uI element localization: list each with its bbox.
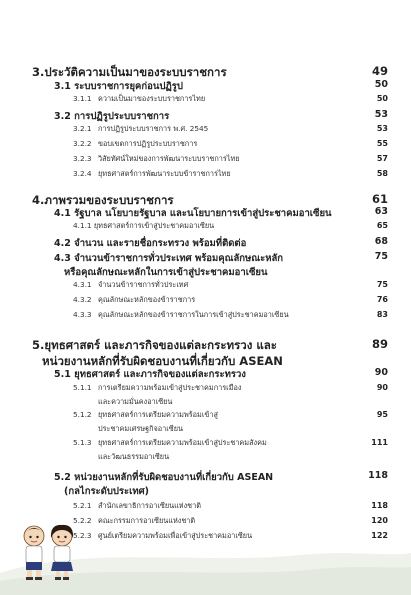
toc-entry-title: คุณลักษณะหลักของข้าราชการ bbox=[98, 295, 196, 304]
toc-entry-number: 4.3.2 bbox=[73, 295, 92, 304]
toc-entry-number: 3.2.4 bbox=[73, 169, 92, 178]
toc-entry-number: 3.2.1 bbox=[73, 124, 92, 133]
toc-entry-number: 4.3.1 bbox=[73, 280, 92, 289]
toc-page-number: 50 bbox=[374, 79, 388, 90]
toc-page-number: 63 bbox=[374, 206, 388, 217]
toc-entry-number: 3.2.3 bbox=[73, 154, 92, 163]
toc-entry-number: 5.1.3 bbox=[73, 438, 92, 447]
toc-page-number: 83 bbox=[376, 310, 388, 319]
toc-entry-title: 4.3 จำนวนข้าราชการทั่วประเทศ พร้อมคุณลักษณะหลัก bbox=[54, 253, 284, 264]
toc-page-number: 58 bbox=[376, 169, 388, 178]
toc-page-number: 76 bbox=[376, 295, 388, 304]
toc-page-number: 68 bbox=[374, 236, 388, 247]
toc-page-number: 53 bbox=[376, 124, 388, 133]
toc-entry-continuation: และความมั่นคงอาเซียน bbox=[98, 397, 173, 406]
toc-page-number: 61 bbox=[371, 192, 388, 206]
mascot-children-illustration bbox=[14, 522, 84, 582]
toc-entry-title: 5.1 ยุทธศาสตร์ และภารกิจของแต่ละกระทรวง bbox=[54, 369, 246, 380]
toc-entry-title: 4.ภาพรวมของระบบราชการ bbox=[32, 193, 174, 207]
toc-entry-title: ยุทธศาสตร์การเตรียมความพร้อมเข้าสู่ bbox=[98, 410, 218, 419]
toc-entry-title: ความเป็นมาของระบบราชการไทย bbox=[98, 94, 206, 103]
toc-entry-title: ยุทธศาสตร์การเตรียมความพร้อมเข้าสู่ประชาคมสังคม bbox=[98, 438, 267, 447]
toc-entry-continuation: และวัฒนธรรมอาเซียน bbox=[98, 452, 170, 461]
toc-entry-number: 3.1.1 bbox=[73, 94, 92, 103]
toc-entry-continuation: ประชาคมเศรษฐกิจอาเซียน bbox=[98, 424, 183, 433]
toc-page-number: 75 bbox=[376, 280, 388, 289]
toc-page-number: 118 bbox=[371, 501, 388, 510]
toc-page-number: 90 bbox=[376, 383, 388, 392]
toc-page-number: 95 bbox=[376, 410, 388, 419]
toc-entry-title: ยุทธศาสตร์การพัฒนาระบบข้าราชการไทย bbox=[98, 169, 231, 178]
toc-entry-title: 4.2 จำนวน และรายชื่อกระทรวง พร้อมที่ติดต่อ bbox=[54, 238, 247, 249]
toc-page-number: 90 bbox=[374, 367, 388, 378]
toc-entry-number: 5.1.2 bbox=[73, 410, 92, 419]
toc-entry-number: 5.2.1 bbox=[73, 501, 92, 510]
toc-entry-title: จำนวนข้าราชการทั่วประเทศ bbox=[98, 280, 189, 289]
toc-entry-number: 5.2.3 bbox=[73, 531, 92, 540]
toc-page-number: 57 bbox=[376, 154, 388, 163]
toc-entry-title: ศูนย์เตรียมความพร้อมเพื่อเข้าสู่ประชาคมอาเซียน bbox=[98, 531, 253, 540]
toc-entry-title: 3.ประวัติความเป็นมาของระบบราชการ bbox=[32, 65, 227, 79]
toc-page-number: 118 bbox=[368, 470, 388, 481]
toc-entry-number: 3.2.2 bbox=[73, 139, 92, 148]
toc-page-number: 53 bbox=[374, 109, 388, 120]
toc-entry-title: การเตรียมความพร้อมเข้าสู่ประชาคมการเมือง bbox=[98, 383, 242, 392]
toc-entry-number: 5.1.1 bbox=[73, 383, 92, 392]
toc-page-number: 49 bbox=[371, 64, 388, 78]
toc-entry-title: 5.ยุทธศาสตร์ และภารกิจของแต่ละกระทรวง และ bbox=[32, 338, 277, 352]
toc-entry-title: ขอบเขตการปฏิรูประบบราชการ bbox=[98, 139, 198, 148]
toc-page-number: 122 bbox=[371, 531, 388, 540]
toc-entry-title: 4.1 รัฐบาล นโยบายรัฐบาล และนโยบายการเข้าสู่ประชาคมอาเซียน bbox=[54, 208, 332, 219]
toc-entry-title: คณะกรรมการอาเซียนแห่งชาติ bbox=[98, 516, 196, 525]
toc-page-number: 111 bbox=[371, 438, 388, 447]
toc-entry-title: การปฏิรูประบบราชการ พ.ศ. 2545 bbox=[98, 124, 209, 133]
mascot-girl-icon bbox=[51, 525, 73, 580]
toc-entry-continuation: (กลไกระดับประเทศ) bbox=[64, 486, 149, 497]
toc-entry-title: 3.2 การปฏิรูประบบราชการ bbox=[54, 111, 170, 122]
toc-entry-continuation: หน่วยงานหลักที่รับผิดชอบงานที่เกี่ยวกับ ASEAN bbox=[42, 354, 283, 368]
toc-entry-continuation: หรือคุณลักษณะหลักในการเข้าสู่ประชาคมอาเซียน bbox=[64, 267, 268, 278]
toc-page-number: 55 bbox=[376, 139, 388, 148]
toc-page-number: 120 bbox=[371, 516, 388, 525]
toc-entry-title: คุณลักษณะหลักของข้าราชการในการเข้าสู่ประชาคมอาเซียน bbox=[98, 310, 289, 319]
toc-page-number: 89 bbox=[371, 337, 388, 351]
toc-entry-number: 4.3.3 bbox=[73, 310, 92, 319]
toc-entry-number: 5.2.2 bbox=[73, 516, 92, 525]
toc-entry-title: 5.2 หน่วยงานหลักที่รับผิดชอบงานที่เกี่ยวกับ ASEAN bbox=[54, 472, 274, 483]
toc-entry-title: 4.1.1 ยุทธศาสตร์การเข้าสู่ประชาคมอาเซียน bbox=[73, 221, 215, 230]
toc-page-number: 65 bbox=[376, 221, 388, 230]
toc-page-number: 50 bbox=[376, 94, 388, 103]
toc-entry-title: สำนักเลขาธิการอาเซียนแห่งชาติ bbox=[98, 501, 201, 510]
toc-entry-title: วิสัยทัศน์ใหม่ของการพัฒนาระบบราชการไทย bbox=[98, 154, 240, 163]
mascot-boy-icon bbox=[24, 526, 44, 580]
toc-page-number: 75 bbox=[374, 251, 388, 262]
toc-entry-title: 3.1 ระบบราชการยุคก่อนปฏิรูป bbox=[54, 81, 183, 92]
